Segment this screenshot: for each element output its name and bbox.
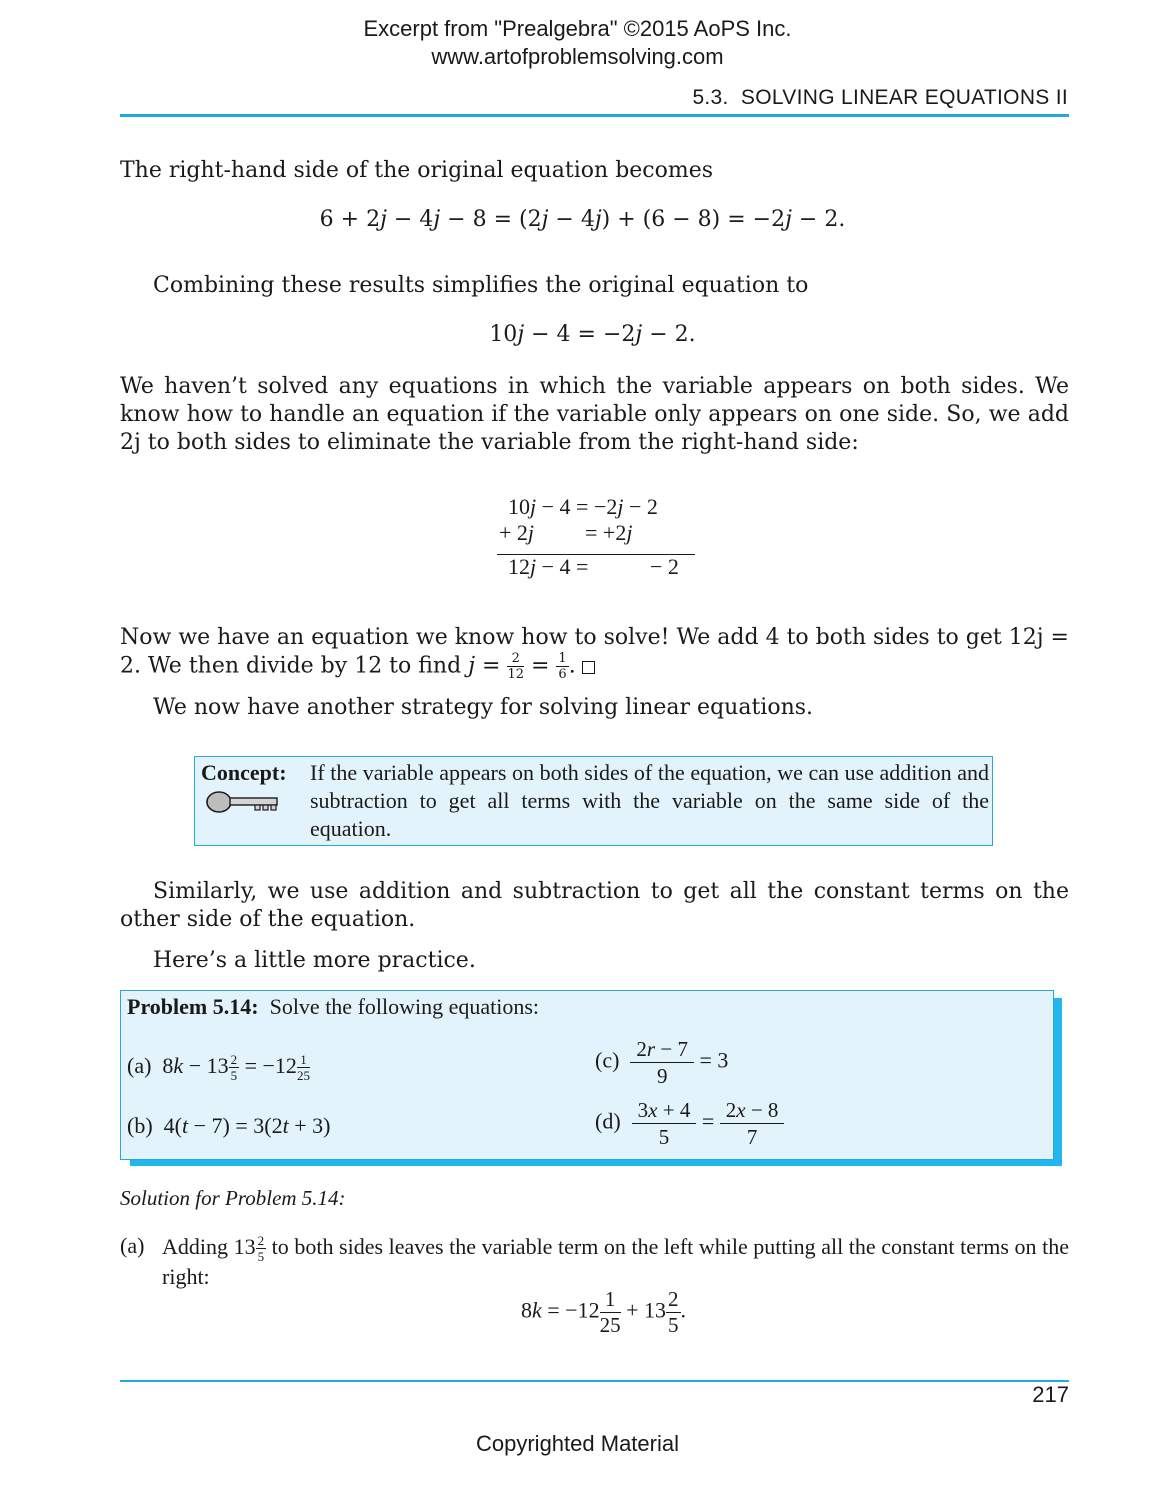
footer-rule [120, 1380, 1069, 1382]
page-number: 217 [1032, 1382, 1069, 1407]
problem-box [120, 990, 1054, 1160]
header-rule [120, 114, 1069, 117]
concept-text: If the variable appears on both sides of the equation, we can use addition and subtraction to get all terms with the variable on the same side of the equation. [310, 760, 989, 841]
part-c-label: (c) [595, 1047, 620, 1073]
paragraph-4-text: Now we have an equation we know how to solve! We add 4 to both sides to get 12j = 2. We then divide by 12 to find [120, 625, 1069, 679]
solution-a-text-pre: Adding 13 [162, 1234, 256, 1259]
problem-prompt: Solve the following equations: [269, 994, 540, 1019]
paragraph-5: We now have another strategy for solving linear equations. [153, 695, 814, 720]
paragraph-1: The right-hand side of the original equation becomes [120, 158, 714, 183]
problem-label: Problem 5.14: [127, 994, 259, 1019]
paragraph-7: Here’s a little more practice. [153, 948, 476, 973]
column-addition: 10j − 4 = −2j − 2 + 2j = +2j 12j − 4 = − 2 [497, 494, 695, 589]
problem-part-a: (a) 8k − 13 $\frac{2}{5}$ = −12 $\frac{1}{25}$ [127, 1052, 310, 1084]
solution-a-text-post: to both sides leaves the variable term on the left while putting all the constant terms on the right: [162, 1234, 1069, 1290]
problem-header [127, 994, 539, 1020]
paragraph-2: Combining these results simplifies the original equation to [153, 273, 809, 298]
key-icon [205, 790, 281, 814]
problem-part-b: (b) 4(t − 7) = 3(2t + 3) [127, 1113, 331, 1138]
qed-square-icon [582, 661, 595, 674]
excerpt-source: Excerpt from "Prealgebra" ©2015 AoPS Inc. [363, 16, 792, 41]
solution-a-label: (a) [120, 1233, 145, 1258]
equation-1: 6 + 2j − 4j − 8 = (2j − 4j) + (6 − 8) = −2j − 2. [319, 207, 846, 232]
paragraph-4: Now we have an equation we know how to solve! We add 4 to both sides to get 12j = 2. We then divide by 12 to find j = $\frac{2}{12}$ = $\frac{1}{6}$ . [120, 625, 1069, 682]
part-b-label: (b) [127, 1113, 153, 1138]
part-a-label: (a) [127, 1053, 152, 1078]
equation-2: 10j − 4 = −2j − 2. [489, 322, 696, 347]
concept-label: Concept: [201, 760, 287, 785]
problem-part-d: (d) $\frac{3x + 4}{5}$ = $\frac{2x - 8}{7}$ [595, 1098, 784, 1149]
solution-equation: 8k = −12 $\frac{1}{25}$ + 13 $\frac{2}{5}$ . [521, 1287, 687, 1338]
concept-box [194, 756, 993, 846]
part-d-label: (d) [595, 1108, 621, 1134]
solution-heading: Solution for Problem 5.14: [120, 1186, 346, 1210]
solution-a-text: Adding 13 $\frac{2}{5}$ to both sides leaves the variable term on the left while putting all the constant terms on the right: [162, 1233, 1069, 1290]
problem-part-c: (c) $\frac{2r - 7}{9}$ = 3 [595, 1037, 729, 1089]
paragraph-3: We haven’t solved any equations in which the variable appears on both sides. We know how to handle an equation if the variable only appears on one side. So, we add 2j to both sides to eliminate the variable from the right-hand side: [120, 374, 1069, 455]
section-title: 5.3. SOLVING LINEAR EQUATIONS II [692, 86, 1068, 109]
paragraph-6: Similarly, we use addition and subtraction to get all the constant terms on the other side of the equation. [120, 879, 1069, 932]
copyright-notice: Copyrighted Material [476, 1431, 679, 1456]
excerpt-url[interactable]: www.artofproblemsolving.com [431, 44, 724, 69]
